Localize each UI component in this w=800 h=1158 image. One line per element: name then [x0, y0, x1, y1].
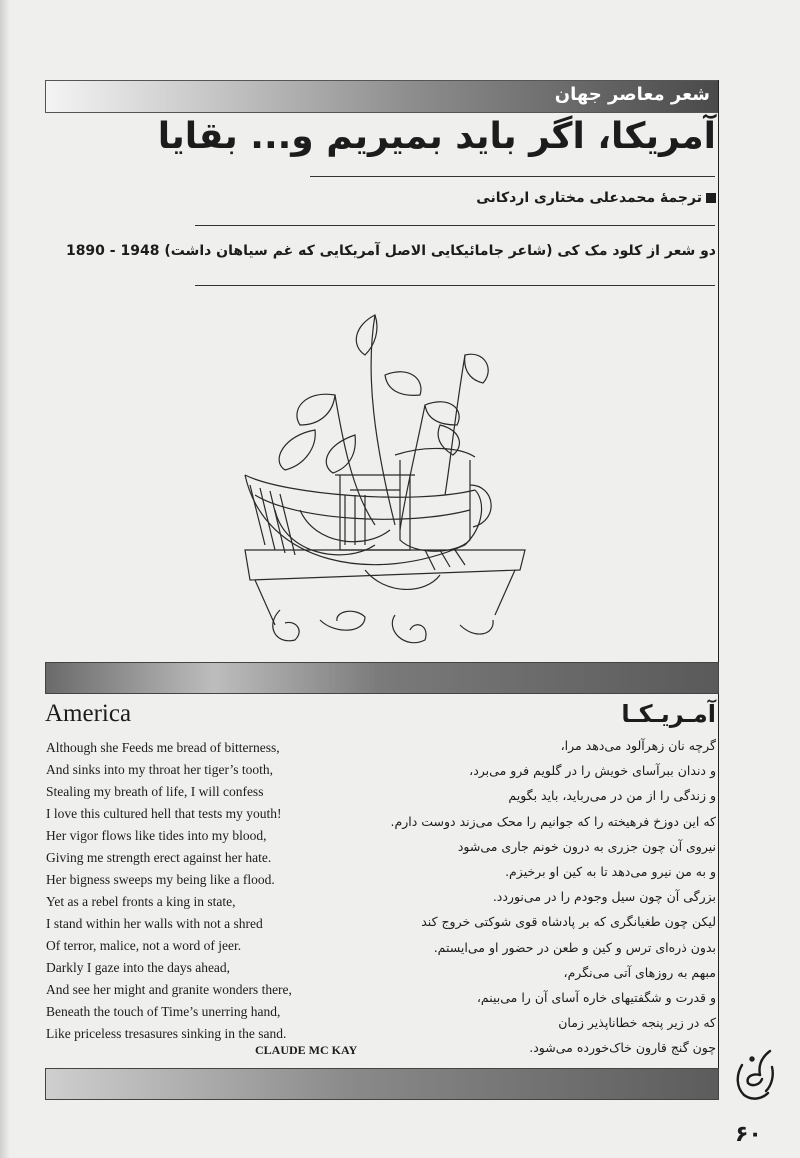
- section-header-bar: [45, 80, 719, 113]
- persian-poem-line: و به من نیرو می‌دهد تا به کین او برخیزم.: [505, 863, 716, 879]
- persian-poem-line: که در زیر پنجه خطاناپذیر زمان: [558, 1015, 716, 1031]
- square-bullet-icon: [706, 193, 716, 203]
- persian-poem-line: بزرگی آن چون سیل وجودم را در می‌نوردد.: [492, 889, 716, 905]
- middle-divider-bar: [45, 662, 719, 694]
- english-poem-line: I love this cultured hell that tests my youth!: [46, 806, 282, 821]
- english-poem-lines: [46, 737, 292, 1045]
- still-life-sketch-illustration: [225, 295, 555, 660]
- persian-poem-lines: [391, 733, 717, 1060]
- english-poem-line: And see her might and granite wonders there,: [46, 982, 292, 997]
- english-poem-line: Giving me strength erect against her hate.: [46, 850, 272, 865]
- persian-poem-line: که این دوزخ فرهیخته را که جوانیم را محک می‌زند دوست دارم.: [390, 813, 716, 829]
- persian-poem-title: آمـريـكـا: [621, 700, 716, 728]
- persian-poem-line: نیروی آن چون جزری به درون خونم جاری می‌شود: [457, 838, 716, 854]
- english-poem-line: Beneath the touch of Time’s unerring hand,: [46, 1004, 281, 1019]
- translator-name: ترجمهٔ محمدعلی مختاری اردکانی: [476, 190, 702, 206]
- article-title: آمریکا، اگر باید بمیریم و... بقایا: [157, 116, 716, 157]
- english-poem-line: Darkly I gaze into the days ahead,: [46, 960, 231, 975]
- english-poem-line: Like priceless tresasures sinking in the sand.: [46, 1026, 287, 1041]
- translator-credit: [476, 190, 716, 206]
- translator-divider: [195, 225, 715, 226]
- persian-poem-line: و قدرت و شگفتیهای خاره آسای آن را می‌بینم،: [476, 989, 716, 1005]
- english-poem-line: Her vigor flows like tides into my blood,: [46, 828, 267, 843]
- intro-divider: [195, 285, 715, 286]
- title-divider: [310, 176, 715, 177]
- persian-poem-line: مبهم به روزهای آتی می‌نگرم،: [563, 964, 716, 980]
- kerman-calligraphy-logo: [722, 1045, 782, 1105]
- persian-poem-line: چون گنج قارون خاک‌خورده می‌شود.: [529, 1040, 716, 1056]
- page-number: ۶۰: [735, 1122, 762, 1147]
- english-poem-line: I stand within her walls with not a shred: [46, 916, 263, 931]
- english-poem-line: And sinks into my throat her tiger’s tooth,: [46, 762, 273, 777]
- persian-poem-line: و دندان ببرآسای خویش را در گلویم فرو می‌برد،: [469, 763, 716, 779]
- english-poem-title: America: [45, 700, 132, 727]
- english-poem-line: Yet as a rebel fronts a king in state,: [46, 894, 236, 909]
- english-poem-line: Of terror, malice, not a word of jeer.: [46, 938, 242, 953]
- right-margin-rule: [718, 80, 719, 1100]
- persian-poem-line: لیکن چون طغیانگری که بر پادشاه قوی شوکتی خروج کند: [421, 914, 716, 930]
- english-poem-line: Stealing my breath of life, I will confess: [46, 784, 264, 799]
- persian-poem-line: و زندگی را از من در می‌رباید، باید بگویم: [508, 788, 716, 804]
- page-edge-shadow: [0, 0, 10, 1158]
- persian-poem-line: گرچه نان زهرآلود می‌دهد مرا،: [560, 738, 716, 753]
- poem-author: CLAUDE MC KAY: [255, 1043, 358, 1057]
- english-poem-line: Her bigness sweeps my being like a flood.: [46, 872, 275, 887]
- intro-line: دو شعر از کلود مک کی (شاعر جامائیکایی الاصل آمریکایی که غم سیاهان داشت) 1948 - 1890: [65, 243, 716, 259]
- english-poem-line: Although she Feeds me bread of bitterness,: [46, 740, 280, 755]
- section-label: شعر معاصر جهان: [554, 84, 710, 105]
- persian-poem-line: بدون ذره‌ای ترس و کین و طعن در حضور او می‌ایستم.: [433, 939, 716, 955]
- bottom-divider-bar: [45, 1068, 719, 1100]
